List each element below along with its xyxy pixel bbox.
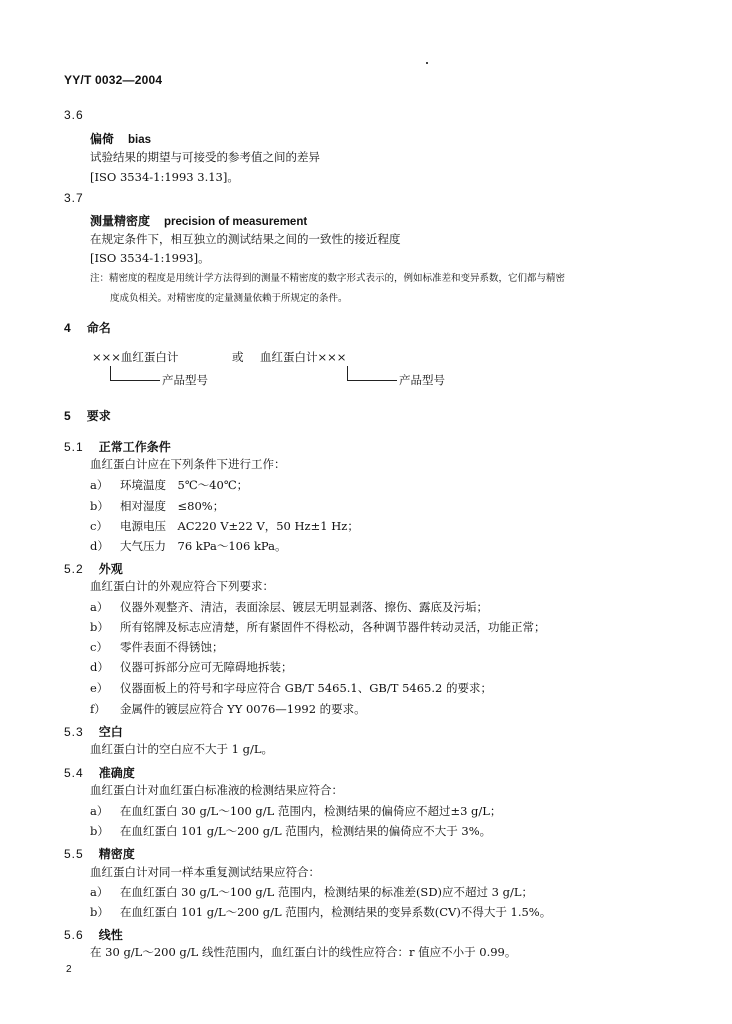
section-number: 5.1	[64, 440, 84, 454]
definition: 试验结果的期望与可接受的参考值之间的差异	[90, 150, 320, 164]
section-number: 5.6	[64, 928, 84, 942]
section-number: 5.5	[64, 847, 84, 861]
section-title: 线性	[98, 928, 123, 942]
list-item: c） 零件表面不得锈蚀；	[90, 640, 224, 654]
section-title: 要求	[86, 409, 111, 423]
term-english: precision of measurement	[164, 216, 308, 228]
section-number: 3.6	[64, 108, 84, 122]
section-title: 准确度	[98, 766, 135, 780]
list-item: d） 大气压力 76 kPa～106 kPa。	[90, 539, 287, 553]
reference: [ISO 3534-1:1993 3.13]。	[90, 170, 239, 184]
naming-form-1: ×××血红蛋白计	[92, 350, 179, 364]
list-item: d） 仪器可拆部分应可无障碍地拆装；	[90, 660, 293, 674]
subsection-heading	[64, 762, 135, 781]
body-text: 在 30 g/L～200 g/L 线性范围内，血红蛋白计的线性应符合：r 值应不小于 0.99。	[90, 945, 517, 959]
list-item: a） 环境温度 5℃～40℃；	[90, 478, 249, 492]
bracket-line	[110, 380, 160, 381]
model-label: 产品型号	[162, 373, 208, 387]
scan-dot	[426, 62, 428, 64]
section-title: 命名	[86, 321, 111, 335]
section-title: 外观	[98, 562, 123, 576]
naming-or: 或	[232, 350, 244, 364]
intro-text: 血红蛋白计应在下列条件下进行工作：	[90, 457, 286, 471]
note-line-2: 度成负相关。对精密度的定量测量依赖于所规定的条件。	[110, 293, 348, 304]
intro-text: 血红蛋白计的外观应符合下列要求：	[90, 579, 274, 593]
intro-text: 血红蛋白计对血红蛋白标准液的检测结果应符合：	[90, 783, 343, 797]
section-heading	[64, 317, 111, 336]
section-heading	[64, 405, 111, 424]
section-number: 3.7	[64, 191, 84, 205]
bracket-line	[347, 380, 397, 381]
term-line	[90, 128, 151, 147]
reference: [ISO 3534-1:1993]。	[90, 251, 210, 265]
list-item: b） 在血红蛋白 101 g/L～200 g/L 范围内，检测结果的偏倚应不大于 3%。	[90, 824, 492, 838]
page-number: 2	[66, 964, 72, 975]
definition: 在规定条件下，相互独立的测试结果之间的一致性的接近程度	[90, 232, 401, 246]
section-title: 精密度	[98, 847, 135, 861]
list-item: b） 所有铭牌及标志应清楚，所有紧固件不得松动，各种调节器件转动灵活，功能正常；	[90, 620, 546, 634]
section-title: 正常工作条件	[98, 440, 171, 454]
subsection-heading	[64, 721, 123, 740]
term-line	[90, 210, 307, 229]
list-item: b） 相对湿度 ≤80%；	[90, 499, 225, 513]
list-item: e） 仪器面板上的符号和字母应符合 GB/T 5465.1、GB/T 5465.2 的要求；	[90, 681, 492, 695]
term-chinese: 偏倚	[90, 132, 115, 146]
list-item: a） 在血红蛋白 30 g/L～100 g/L 范围内，检测结果的偏倚应不超过±3 g/L；	[90, 804, 502, 818]
subsection-heading	[64, 924, 123, 943]
naming-form-2: 血红蛋白计×××	[260, 350, 347, 364]
list-item: a） 仪器外观整齐、清洁，表面涂层、镀层无明显剥落、擦伤、露底及污垢；	[90, 600, 488, 614]
term-chinese: 测量精密度	[90, 214, 151, 228]
list-item: c） 电源电压 AC220 V±22 V，50 Hz±1 Hz；	[90, 519, 359, 533]
list-item: f） 金属件的镀层应符合 YY 0076—1992 的要求。	[90, 702, 366, 716]
note-line-1: 注：精密度的程度是用统计学方法得到的测量不精密度的数字形式表示的，例如标准差和变异系数，它们都与精密	[90, 273, 566, 284]
subsection-heading	[64, 558, 123, 577]
section-number: 5.4	[64, 766, 84, 780]
intro-text: 血红蛋白计对同一样本重复测试结果应符合：	[90, 865, 320, 879]
section-number: 5	[64, 409, 72, 423]
bracket-line	[110, 366, 111, 380]
body-text: 血红蛋白计的空白应不大于 1 g/L。	[90, 742, 273, 756]
term-english: bias	[128, 134, 152, 146]
list-item: a） 在血红蛋白 30 g/L～100 g/L 范围内，检测结果的标准差(SD)应不超过 3 g/L；	[90, 885, 534, 899]
list-item: b） 在血红蛋白 101 g/L～200 g/L 范围内，检测结果的变异系数(CV)不得大于 1.5%。	[90, 905, 552, 919]
subsection-heading	[64, 843, 135, 862]
section-number: 5.2	[64, 562, 84, 576]
model-label: 产品型号	[399, 373, 445, 387]
section-number: 4	[64, 321, 72, 335]
section-number: 5.3	[64, 725, 84, 739]
subsection-heading	[64, 436, 171, 455]
bracket-line	[347, 366, 348, 380]
section-title: 空白	[98, 725, 123, 739]
standard-header: YY/T 0032—2004	[64, 73, 163, 87]
